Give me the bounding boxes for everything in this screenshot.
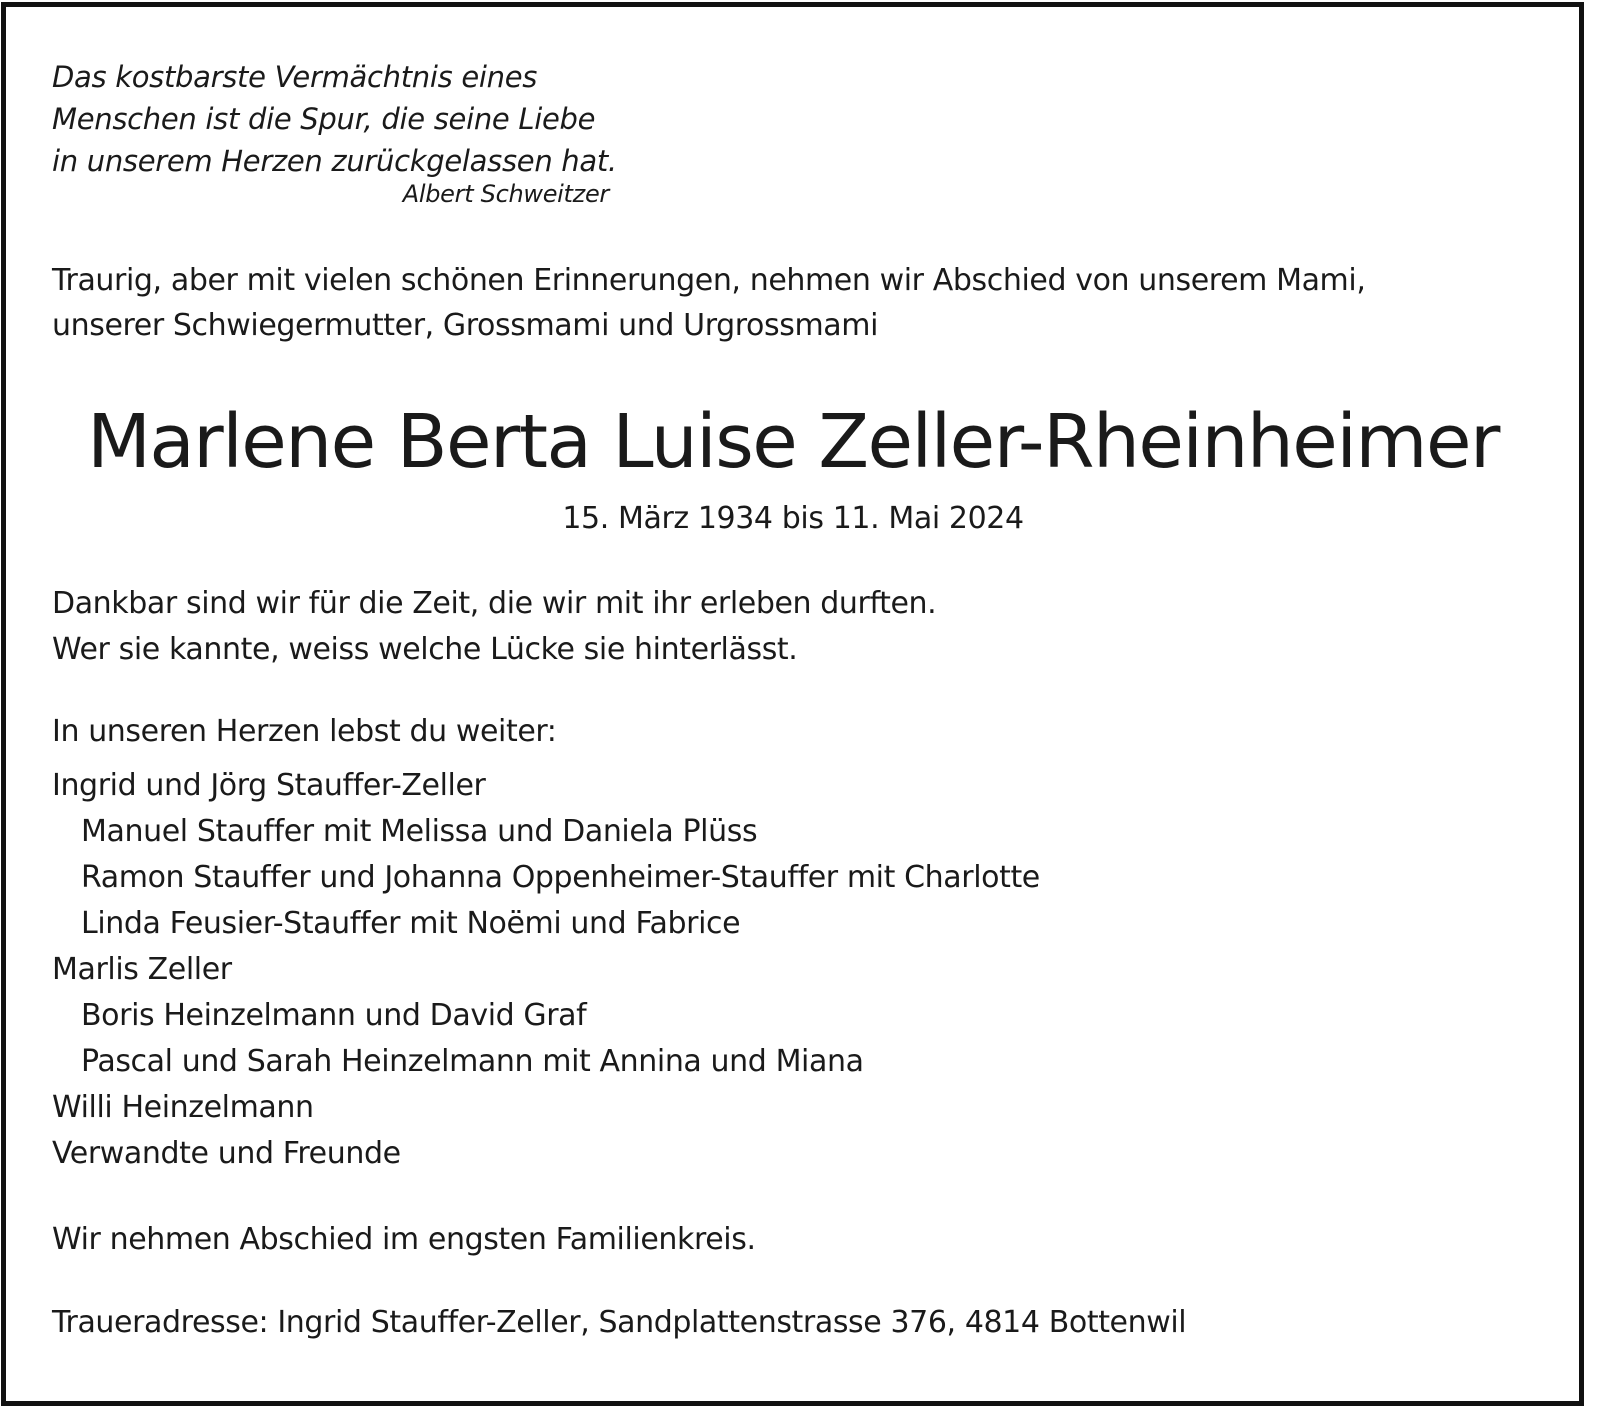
mourner-entry: Manuel Stauffer mit Melissa und Daniela Plüss xyxy=(81,814,758,849)
quote-line: Das kostbarste Vermächtnis eines xyxy=(52,60,538,94)
obituary-border xyxy=(1,2,1584,1406)
quote-line: Menschen ist die Spur, die seine Liebe xyxy=(52,102,596,136)
thanks-text xyxy=(52,581,936,673)
life-dates: 15. März 1934 bis 11. Mai 2024 xyxy=(562,501,1024,536)
quote-line: in unserem Herzen zurückgelassen hat. xyxy=(52,144,617,178)
mourner-entry: Marlis Zeller xyxy=(52,952,232,987)
mourner-entry: Pascal und Sarah Heinzelmann mit Annina und Miana xyxy=(81,1044,864,1079)
farewell-text xyxy=(52,1217,756,1263)
quote-author: Albert Schweitzer xyxy=(402,180,609,208)
deceased-name: Marlene Berta Luise Zeller-Rheinheimer xyxy=(87,399,1499,485)
mourners-heading xyxy=(52,709,557,755)
intro-text xyxy=(52,258,1532,348)
mourning-address xyxy=(52,1300,1186,1346)
mourners-heading-text: In unseren Herzen lebst du weiter: xyxy=(52,714,557,749)
mourner-entry: Willi Heinzelmann xyxy=(52,1090,314,1125)
thanks-line: Wer sie kannte, weiss welche Lücke sie hinterlässt. xyxy=(52,632,798,667)
mourner-entry: Verwandte und Freunde xyxy=(52,1136,401,1171)
thanks-line: Dankbar sind wir für die Zeit, die wir mit ihr erleben durften. xyxy=(52,586,937,621)
mourner-entry: Ramon Stauffer und Johanna Oppenheimer-Stauffer mit Charlotte xyxy=(81,860,1040,895)
mourner-entry: Boris Heinzelmann und David Graf xyxy=(81,998,587,1033)
intro-line: unserer Schwiegermutter, Grossmami und Urgrossmami xyxy=(52,308,879,343)
quote-block xyxy=(52,56,617,210)
mourner-entry: Ingrid und Jörg Stauffer-Zeller xyxy=(52,768,486,803)
mourner-entry: Linda Feusier-Stauffer mit Noëmi und Fabrice xyxy=(81,906,741,941)
intro-line: Traurig, aber mit vielen schönen Erinnerungen, nehmen wir Abschied von unserem Mami, xyxy=(52,263,1366,298)
farewell-line: Wir nehmen Abschied im engsten Familienkreis. xyxy=(52,1222,756,1257)
address-line: Traueradresse: Ingrid Stauffer-Zeller, Sandplattenstrasse 376, 4814 Bottenwil xyxy=(52,1305,1187,1340)
mourners-list xyxy=(52,763,1040,1177)
